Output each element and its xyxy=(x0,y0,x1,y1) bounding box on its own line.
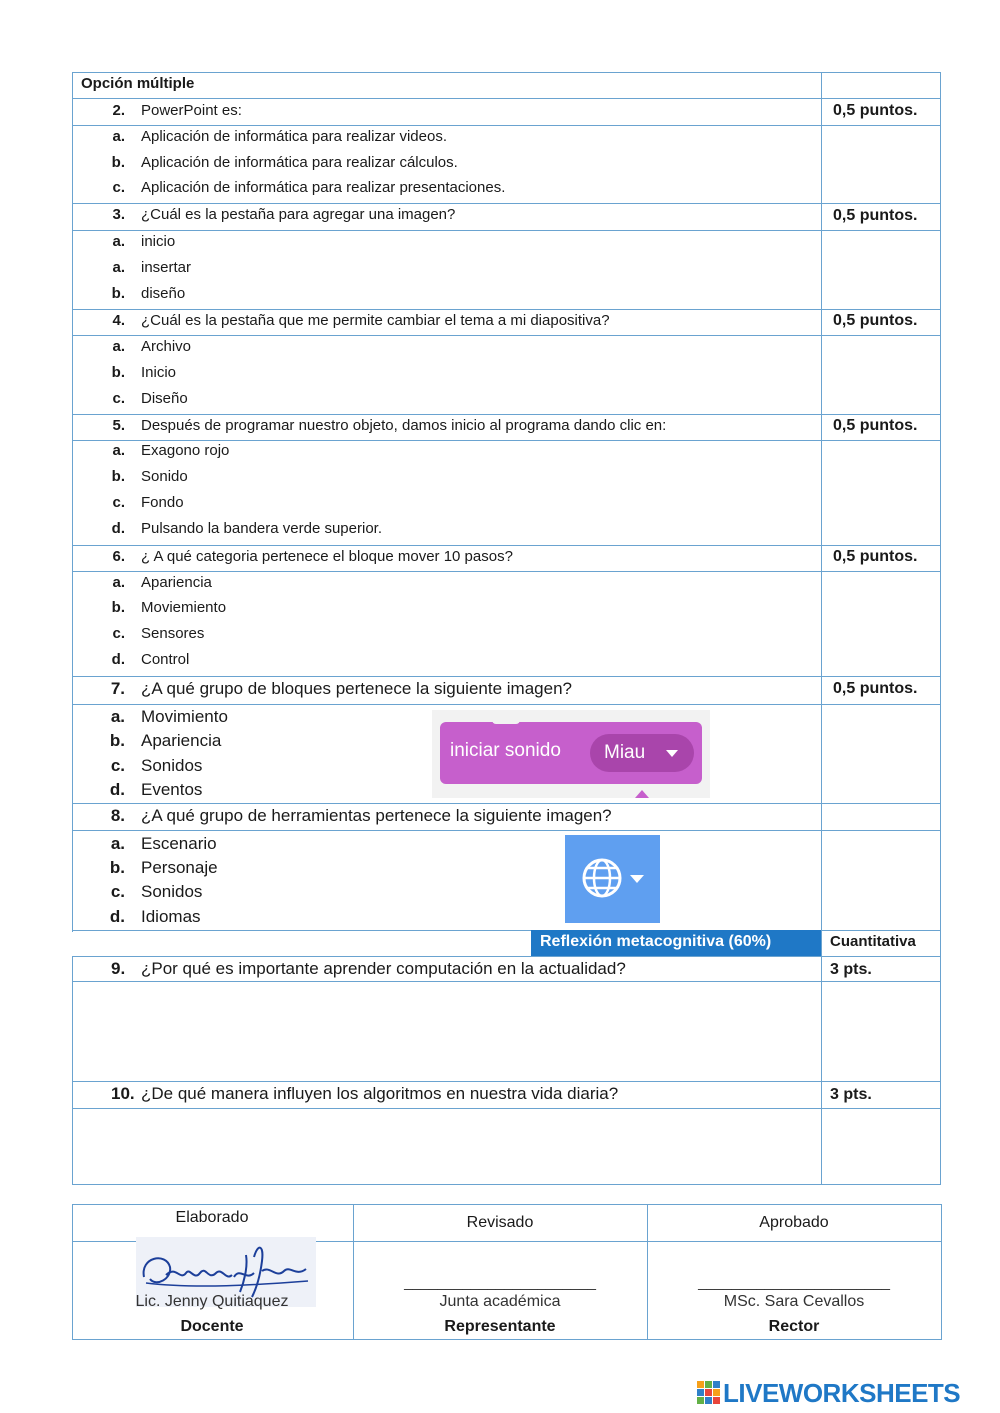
option-text: Fondo xyxy=(141,494,184,511)
question-points: 0,5 puntos. xyxy=(833,548,918,565)
signature-role: Rector xyxy=(768,1318,820,1335)
option-letter: c. xyxy=(110,882,125,901)
question-points: 0,5 puntos. xyxy=(833,680,918,697)
option-letter: a. xyxy=(112,442,125,459)
question-number: 3. xyxy=(112,206,125,223)
option-letter: d. xyxy=(111,520,125,537)
question-text: Después de programar nuestro objeto, damos inicio al programa dando clic en: xyxy=(141,417,667,434)
option-text: Exagono rojo xyxy=(141,442,230,459)
option-letter: d. xyxy=(111,651,125,668)
option-letter: c. xyxy=(112,494,125,511)
question-text: ¿A qué grupo de herramientas pertenece la siguiente imagen? xyxy=(141,806,612,825)
signature-line: _______________________ xyxy=(698,1274,890,1291)
question-number: 8. xyxy=(110,806,125,825)
option-letter: b. xyxy=(111,468,125,485)
option-letter: b. xyxy=(109,731,125,750)
liveworksheets-mark-icon xyxy=(697,1381,721,1405)
question-number: 10. xyxy=(111,1084,135,1103)
globe-icon xyxy=(565,835,660,923)
option-text: Sonidos xyxy=(141,756,203,775)
question-text: ¿De qué manera influyen los algoritmos en nuestra vida diaria? xyxy=(141,1084,619,1103)
option-letter: b. xyxy=(111,154,125,171)
option-text: Idiomas xyxy=(141,907,201,926)
option-letter: b. xyxy=(111,599,125,616)
language-image xyxy=(565,835,660,923)
option-letter: a. xyxy=(112,574,125,591)
question-points: 3 pts. xyxy=(830,961,872,978)
option-text: Archivo xyxy=(141,338,192,355)
option-letter: c. xyxy=(112,179,125,196)
scratch-block-image xyxy=(432,710,710,798)
section-header: Opción múltiple xyxy=(81,75,195,92)
option-text: Control xyxy=(141,651,190,668)
answer-area[interactable] xyxy=(73,1109,820,1183)
option-text: Eventos xyxy=(141,780,203,799)
sound-block xyxy=(440,722,702,784)
dropdown-value: Miau xyxy=(604,742,646,763)
question-number: 2. xyxy=(112,102,125,119)
question-number: 7. xyxy=(110,679,125,698)
option-text: Inicio xyxy=(141,364,177,381)
option-letter: c. xyxy=(112,625,125,642)
option-text: inicio xyxy=(141,233,176,250)
option-letter: a. xyxy=(110,834,125,853)
option-letter: b. xyxy=(109,858,125,877)
signature-line: _______________________ xyxy=(404,1274,596,1291)
quantitative-header: Cuantitativa xyxy=(830,933,916,950)
question-text: ¿Por qué es importante aprender computación en la actualidad? xyxy=(141,959,626,978)
signature-heading: Revisado xyxy=(466,1214,534,1231)
option-text: diseño xyxy=(141,285,186,302)
question-text: ¿A qué grupo de bloques pertenece la siguiente imagen? xyxy=(141,679,572,698)
chevron-down-icon xyxy=(666,750,678,757)
signature-heading: Aprobado xyxy=(759,1214,829,1231)
brand-text: LIVEWORKSHEETS xyxy=(723,1378,961,1408)
option-letter: a. xyxy=(112,233,125,250)
signature-role: Docente xyxy=(180,1318,244,1335)
option-text: Moviemiento xyxy=(141,599,227,616)
question-number: 9. xyxy=(111,959,126,978)
option-letter: a. xyxy=(112,259,125,276)
question-points: 0,5 puntos. xyxy=(833,417,918,434)
option-text: Sonidos xyxy=(141,882,203,901)
option-text: Pulsando la bandera verde superior. xyxy=(141,520,382,537)
signature-heading: Elaborado xyxy=(175,1209,249,1226)
sound-dropdown xyxy=(590,734,694,772)
question-text: ¿Cuál es la pestaña que me permite cambiar el tema a mi diapositiva? xyxy=(141,312,610,329)
question-points: 0,5 puntos. xyxy=(833,102,918,119)
option-text: Apariencia xyxy=(141,731,222,750)
option-text: insertar xyxy=(141,259,192,276)
answer-area[interactable] xyxy=(73,982,820,1080)
question-number: 5. xyxy=(112,417,125,434)
block-label: iniciar sonido xyxy=(450,740,561,761)
option-letter: c. xyxy=(110,756,125,775)
option-text: Personaje xyxy=(141,858,218,877)
option-text: Aplicación de informática para realizar cálculos. xyxy=(141,154,458,171)
signature-name: MSc. Sara Cevallos xyxy=(723,1293,865,1310)
signature-name: Lic. Jenny Quitiaquez xyxy=(135,1293,289,1310)
question-text: ¿ A qué categoria pertenece el bloque mover 10 pasos? xyxy=(141,548,513,565)
question-number: 6. xyxy=(112,548,125,565)
option-text: Sensores xyxy=(141,625,205,642)
question-points: 0,5 puntos. xyxy=(833,312,918,329)
question-text: ¿Cuál es la pestaña para agregar una imagen? xyxy=(141,206,456,223)
option-text: Escenario xyxy=(141,834,217,853)
option-letter: d. xyxy=(109,907,125,926)
option-letter: a. xyxy=(110,707,125,726)
option-text: Apariencia xyxy=(141,574,212,591)
option-letter: a. xyxy=(112,128,125,145)
option-text: Aplicación de informática para realizar presentaciones. xyxy=(141,179,506,196)
reflection-header xyxy=(531,930,821,956)
option-text: Diseño xyxy=(141,390,188,407)
option-letter: b. xyxy=(111,364,125,381)
option-letter: a. xyxy=(112,338,125,355)
caret-up-icon xyxy=(635,790,649,798)
option-letter: b. xyxy=(111,285,125,302)
block-notch xyxy=(492,714,520,724)
signature-name: Junta académica xyxy=(439,1293,561,1310)
question-number: 4. xyxy=(112,312,125,329)
option-text: Movimiento xyxy=(141,707,228,726)
question-points: 3 pts. xyxy=(830,1086,872,1103)
reflection-title: Reflexión metacognitiva (60%) xyxy=(540,933,772,950)
option-text: Aplicación de informática para realizar videos. xyxy=(141,128,447,145)
option-letter: d. xyxy=(109,780,125,799)
question-text: PowerPoint es: xyxy=(141,102,242,119)
question-points: 0,5 puntos. xyxy=(833,207,918,224)
signature-role: Representante xyxy=(444,1318,556,1335)
option-text: Sonido xyxy=(141,468,188,485)
option-letter: c. xyxy=(112,390,125,407)
